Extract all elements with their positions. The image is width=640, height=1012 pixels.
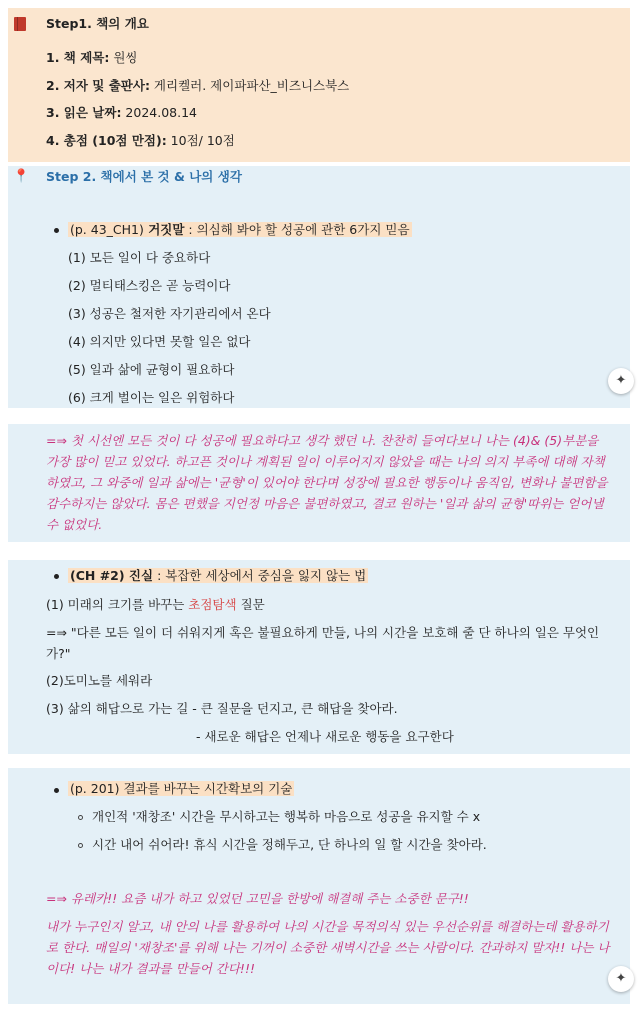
- myth-item: (1) 모든 일이 다 중요하다: [68, 250, 211, 265]
- myth-item: (3) 성공은 철저한 자기관리에서 온다: [68, 306, 271, 321]
- overview-item: 2. 저자 및 출판사: 게리켈러. 제이파파산_비즈니스북스: [46, 78, 350, 93]
- myth-item: (4) 의지만 있다면 못할 일은 없다: [68, 334, 251, 349]
- ch2-line2: (2)도미노를 세워라: [46, 673, 153, 688]
- ch2-line3: (3) 삶의 해답으로 가는 길 - 큰 질문을 던지고, 큰 해답을 찾아라.: [46, 701, 398, 716]
- pin-icon: 📍: [13, 169, 30, 184]
- ch1-heading: (p. 43_CH1) 거짓말 : 의심해 봐야 할 성공에 관한 6가지 믿음: [70, 222, 410, 237]
- result-reflection: 내가 누구인지 알고, 내 안의 나를 활용하여 나의 시간을 목적의식 있는 우선순위를 해결하는데 활용하기로 한다. 매일의 '재창조'를 위해 나는 기꺼이 소중한 새벽시간을 쓰는 사람이다. 간과하지 말자!! 나는 나이다! 나는 내가 결과를 만들어 간다!!!: [46, 919, 610, 976]
- book-icon: [14, 17, 26, 31]
- result-sub-item: 시간 내어 쉬어라! 휴식 시간을 정해두고, 단 하나의 일 할 시간을 찾아라.: [92, 837, 487, 852]
- ch2-note: - 새로운 해답은 언제나 새로운 행동을 요구한다: [196, 729, 454, 744]
- step1-title: Step1. 책의 개요: [46, 16, 149, 31]
- circle-bullet-icon: [78, 815, 83, 820]
- overview-item: 3. 읽은 날짜: 2024.08.14: [46, 105, 197, 120]
- overview-item: 4. 총점 (10점 만점): 10점/ 10점: [46, 133, 235, 148]
- reflection-text: =⇒ 첫 시선엔 모든 것이 다 성공에 필요하다고 생각 했던 나. 찬찬히 들여다보니 나는 (4)& (5)부분을 가장 많이 믿고 있었다. 하고픈 것이나 계획된 일이 이루어지지 않았을 때는 나의 의지 부족에 대해 자책하였고, 그 와중에 일과 삶에는 '균형'이 있어야 한다며 성장에 필요한 행동이나 움직임, 변화나 불편함을 감수하지는 않았다. 몸은 편했을 지언정 마음은 불편하였고, 결코 원하는 '일과 삶의 균형'따위는 얻어낼 수 없었다.: [46, 433, 608, 532]
- step2-title: Step 2. 책에서 본 것 & 나의 생각: [46, 169, 242, 184]
- ch2-line1: (1) 미래의 크기를 바꾸는 초점탐색 질문: [46, 597, 265, 612]
- myth-item: (6) 크게 벌이는 일은 위험하다: [68, 390, 235, 405]
- sparkle-icon[interactable]: ✦: [608, 966, 634, 992]
- overview-item: 1. 책 제목: 원씽: [46, 50, 138, 65]
- bullet-icon: [54, 788, 59, 793]
- ch2-quote: =⇒ "다른 모든 일이 더 쉬워지게 혹은 불필요하게 만들, 나의 시간을 보호해 줄 단 하나의 일은 무엇인가?": [46, 625, 600, 661]
- myth-item: (2) 멀티태스킹은 곧 능력이다: [68, 278, 231, 293]
- bullet-icon: [54, 228, 59, 233]
- circle-bullet-icon: [78, 843, 83, 848]
- eureka-text: =⇒ 유레카!! 요즘 내가 하고 있었던 고민을 한방에 해결해 주는 소중한 문구!!: [46, 891, 469, 906]
- myth-item: (5) 일과 삶에 균형이 필요하다: [68, 362, 235, 377]
- sparkle-icon[interactable]: ✦: [608, 368, 634, 394]
- ch2-heading: (CH #2) 진실 : 복잡한 세상에서 중심을 잃지 않는 법: [70, 568, 367, 583]
- result-heading: (p. 201) 결과를 바꾸는 시간확보의 기술: [70, 781, 293, 796]
- bullet-icon: [54, 574, 59, 579]
- result-sub-item: 개인적 '재창조' 시간을 무시하고는 행복하 마음으로 성공을 유지할 수 x: [92, 809, 481, 824]
